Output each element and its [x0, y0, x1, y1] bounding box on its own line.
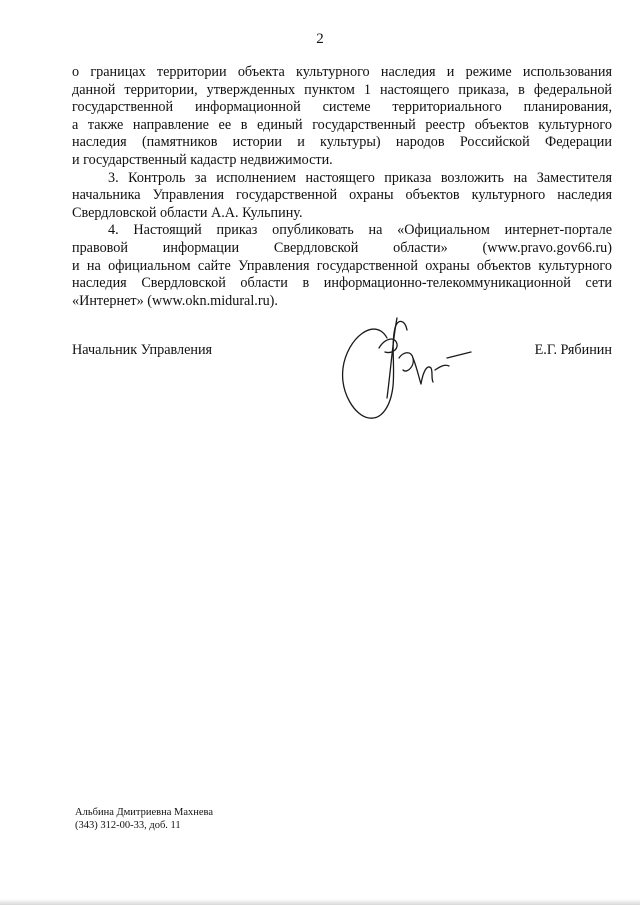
text-line: а также направление ее в единый государственный реестр объектов культурного — [72, 116, 612, 133]
document-body — [72, 64, 612, 310]
paragraph-continuation — [72, 64, 612, 170]
text-line: правовой информации Свердловской области» (www.pravo.gov66.ru) — [72, 239, 612, 256]
text-line: данной территории, утвержденных пунктом 1 настоящего приказа, в федеральной — [72, 81, 612, 98]
paragraph-3 — [72, 170, 612, 223]
text-line: и государственный кадастр недвижимости. — [72, 151, 333, 168]
signatory-position: Начальник Управления — [72, 342, 213, 358]
text-line: 3. Контроль за исполнением настоящего приказа возложить на Заместителя — [108, 169, 612, 186]
text-line: Свердловской области А.А. Кульпину. — [72, 204, 303, 221]
scan-edge — [0, 899, 640, 905]
text-line: «Интернет» (www.okn.midural.ru). — [72, 292, 278, 309]
signatory-name: Е.Г. Рябинин — [534, 342, 612, 358]
page-number: 2 — [316, 31, 324, 47]
text-line: 4. Настоящий приказ опубликовать на «Официальном интернет-портале — [108, 222, 612, 239]
paragraph-4 — [72, 222, 612, 310]
text-line: о границах территории объекта культурного наследия и режиме использования — [72, 64, 612, 80]
executor-info — [75, 806, 213, 832]
text-line: наследия (памятников истории и культуры) народов Российской Федерации — [72, 134, 612, 151]
text-line: наследия Свердловской области в информационно-телекоммуникационной сети — [72, 275, 612, 292]
executor-name: Альбина Дмитриевна Махнева — [75, 807, 214, 818]
handwritten-signature — [335, 308, 485, 428]
text-line: и на официальном сайте Управления государственной охраны объектов культурного — [72, 257, 612, 274]
text-line: начальника Управления государственной охраны объектов культурного наследия — [72, 187, 612, 204]
executor-phone: (343) 312-00-33, доб. 11 — [75, 820, 181, 831]
text-line: государственной информационной системе территориального планирования, — [72, 99, 612, 116]
